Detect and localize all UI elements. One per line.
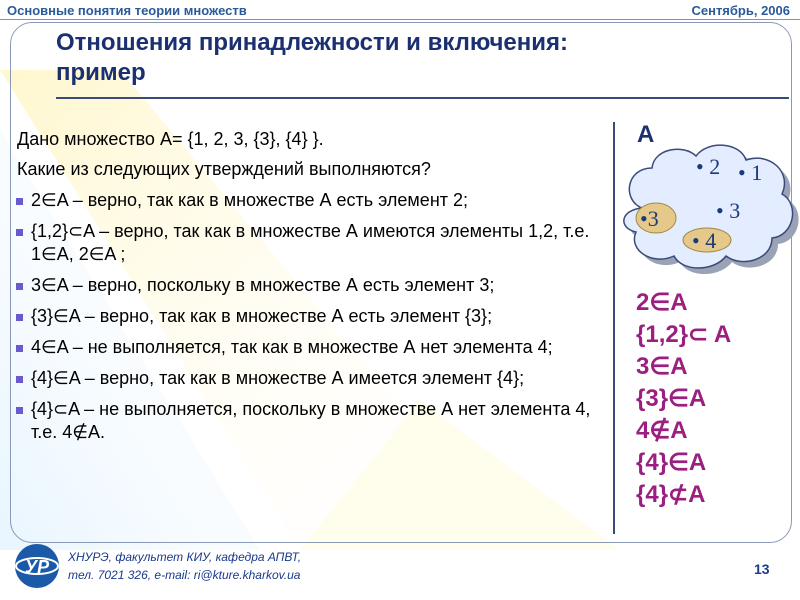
relation-item: {4}⊄A [636,481,706,508]
relations-summary [636,287,731,511]
list-item: 2∈A – верно, так как в множестве А есть элемент 2; [14,189,604,212]
square-bullet-icon [16,376,23,383]
title-underline [56,97,789,99]
set-label: A [637,121,655,148]
cloud-element: • 2 [696,154,721,179]
slide-title [56,28,568,88]
relation-item: {3}∈A [636,385,707,412]
cloud-element: • 3 [716,198,741,223]
square-bullet-icon [16,229,23,236]
title-line-1: Отношения принадлежности и включения: [56,29,569,56]
list-item: {3}∈A – верно, так как в множестве А есть элемент {3}; [14,305,604,328]
header-divider [0,19,800,20]
square-bullet-icon [16,198,23,205]
title-line-2: пример [56,59,146,86]
university-logo [13,542,61,590]
logo-text: УР [24,557,50,577]
list-item: 4∈A – не выполняется, так как в множестве А нет элемента 4; [14,336,604,359]
list-item: {4}⊂A – не выполняется, поскольку в множестве А нет элемента 4, т.е. 4∉A. [14,398,604,444]
relation-item: 2∈A [636,289,688,316]
square-bullet-icon [16,345,23,352]
list-item: 3∈A – верно, поскольку в множестве А есть элемент 3; [14,274,604,297]
statement-list [14,189,604,452]
relation-item: {1,2}⊂ A [636,321,732,348]
cloud-element: • 4 [692,228,717,253]
relation-item: 4∉A [636,417,688,444]
footer-line-2: тел. 7021 326, e-mail: ri@kture.kharkov.ua [68,568,301,582]
relation-item: 3∈A [636,353,688,380]
list-item: {4}∈A – верно, так как в множестве А имеется элемент {4}; [14,367,604,390]
set-cloud-diagram [612,138,800,278]
intro-line-2: Какие из следующих утверждений выполняются? [17,159,431,179]
intro-line-1: Дано множество A= {1, 2, 3, {3}, {4} }. [17,129,324,149]
intro-text [17,128,602,188]
list-item: {1,2}⊂A – верно, так как в множестве А имеются элементы 1,2, т.е. 1∈A, 2∈A ; [14,220,604,266]
header-left-text: Основные понятия теории множеств [7,3,247,18]
square-bullet-icon [16,314,23,321]
footer-contacts [68,548,301,584]
square-bullet-icon [16,283,23,290]
relation-item: {4}∈A [636,449,707,476]
page-number: 13 [754,561,770,577]
cloud-element: • 1 [738,160,763,185]
header-date: Сентябрь, 2006 [691,3,790,18]
cloud-element: •3 [640,206,659,231]
square-bullet-icon [16,407,23,414]
footer-line-1: ХНУРЭ, факультет КИУ, кафедра АПВТ, [68,550,302,564]
